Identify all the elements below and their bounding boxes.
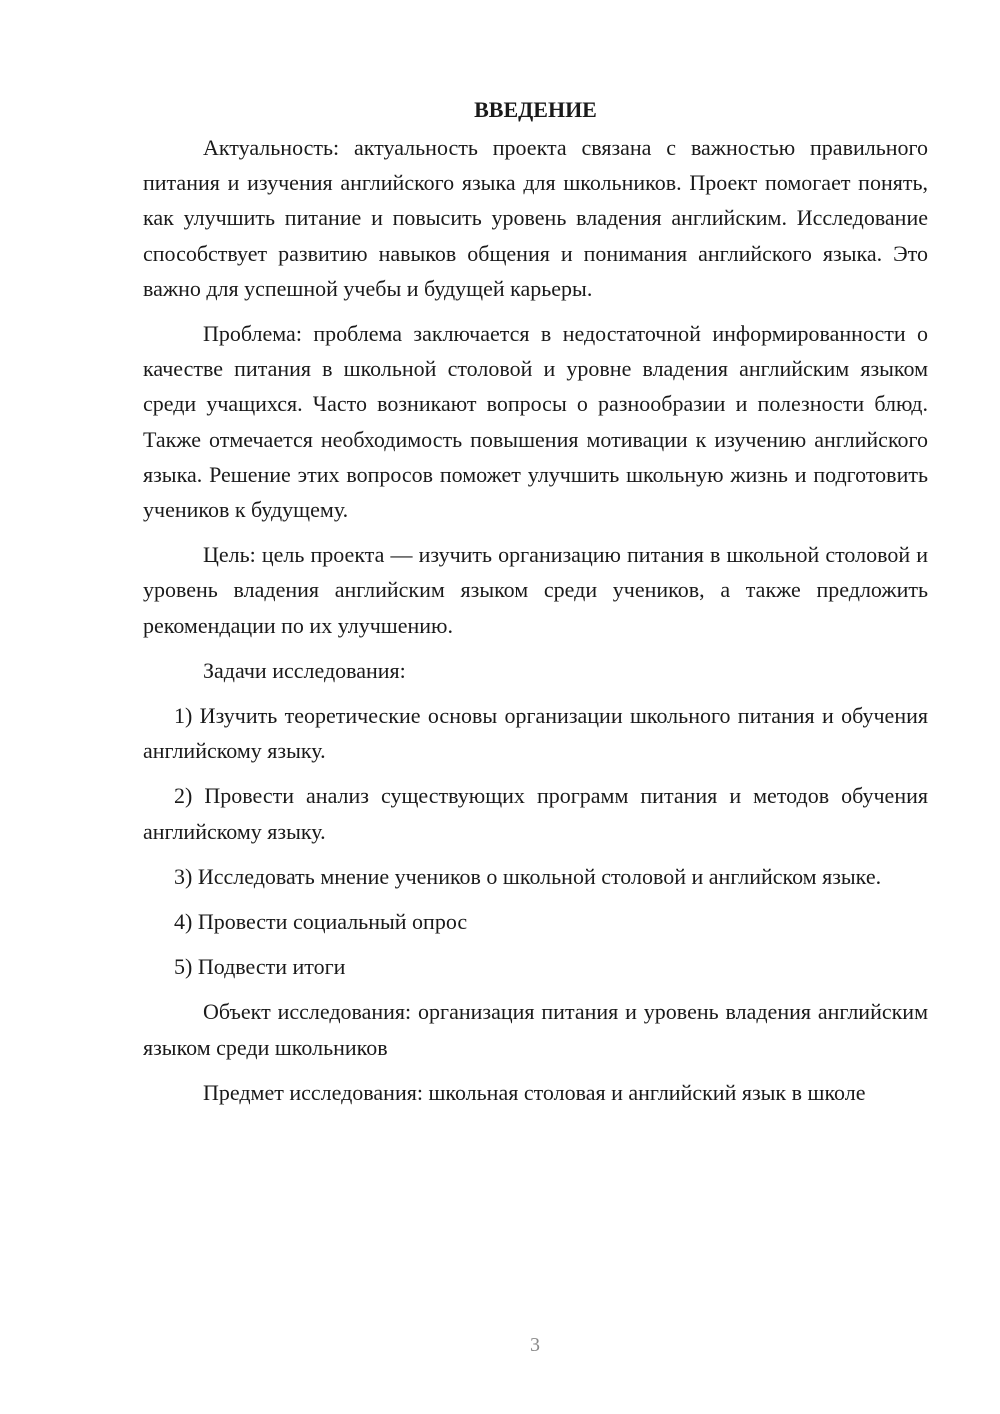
- problem-paragraph: Проблема: проблема заключается в недостаточной информированности о качестве питания в школьной столовой и уровне владения английским языком среди учащихся. Часто возникают вопросы о разнообразии и полезности блюд. Также отмечается необходимость повышения мотивации к изучению английского языка. Решение этих вопросов поможет улучшить школьную жизнь и подготовить учеников к будущему.: [143, 321, 928, 523]
- relevance-paragraph: Актуальность: актуальность проекта связана с важностью правильного питания и изучения английского языка для школьников. Проект помогает понять, как улучшить питание и повысить уровень владения английским. Исследование способствует развитию навыков общения и понимания английского языка. Это важно для успешной учебы и будущей карьеры.: [143, 135, 928, 301]
- page-number: 3: [530, 1334, 540, 1356]
- task-item: 1) Изучить теоретические основы организации школьного питания и обучения английскому языку.: [143, 703, 928, 764]
- subject-paragraph: Предмет исследования: школьная столовая и английский язык в школе: [203, 1079, 866, 1105]
- task-item: 5) Подвести итоги: [174, 954, 346, 980]
- task-item: 4) Провести социальный опрос: [174, 909, 468, 935]
- page-content: [143, 92, 928, 1110]
- task-item: 3) Исследовать мнение учеников о школьной столовой и английском языке.: [174, 863, 882, 889]
- goal-paragraph: Цель: цель проекта — изучить организацию питания в школьной столовой и уровень владения английским языком среди учеников, а также предложить рекомендации по их улучшению.: [143, 542, 928, 638]
- tasks-title: Задачи исследования:: [203, 657, 406, 683]
- section-heading: ВВЕДЕНИЕ: [474, 97, 597, 122]
- task-item: 2) Провести анализ существующих программ питания и методов обучения английскому языку.: [143, 783, 928, 844]
- object-paragraph: Объект исследования: организация питания и уровень владения английским языком среди школьников: [143, 999, 928, 1060]
